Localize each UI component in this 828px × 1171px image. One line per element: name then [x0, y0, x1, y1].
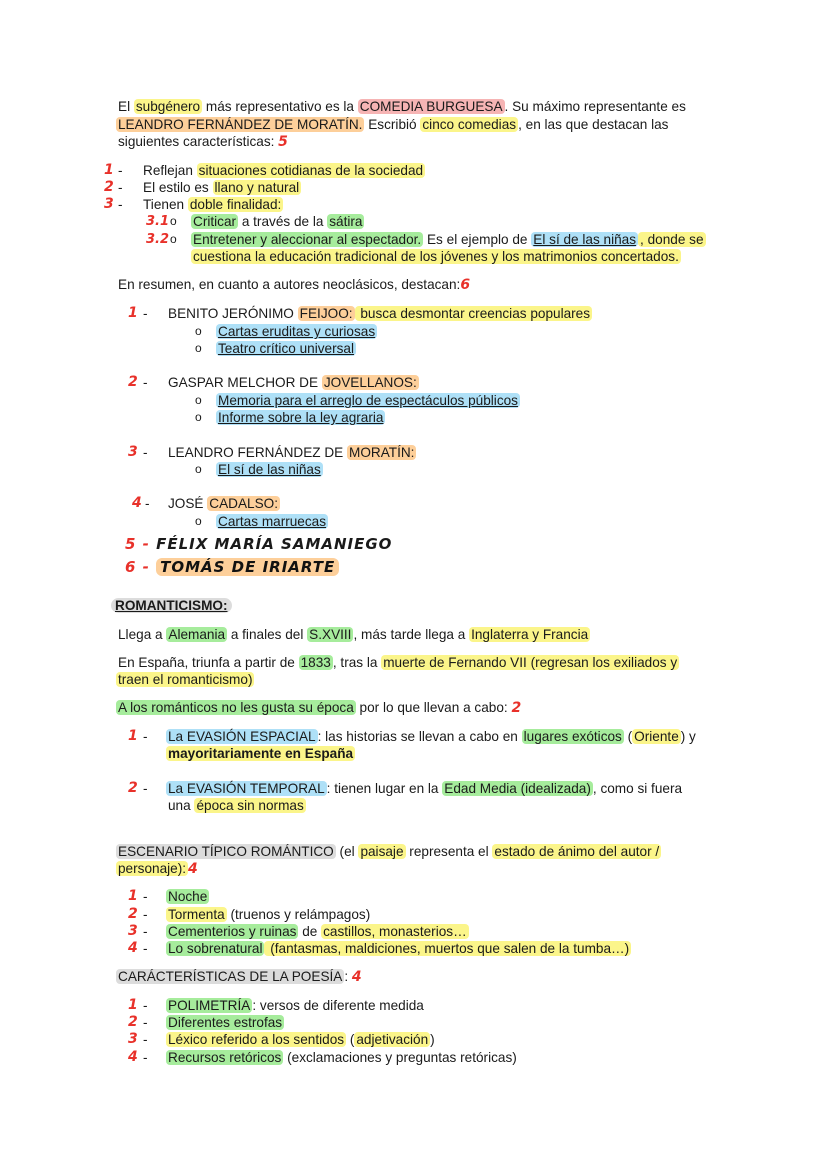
text: )	[430, 1032, 435, 1047]
char-sub-2	[191, 231, 706, 248]
highlight: paisaje	[360, 844, 404, 859]
text: :	[344, 969, 349, 984]
bullet-icon: o	[195, 462, 202, 476]
intro-line-3	[118, 133, 288, 151]
heading: ESCENARIO TÍPICO ROMÁNTICO	[118, 844, 334, 859]
handwritten-number: 1	[128, 305, 138, 321]
section-heading-romanticismo	[111, 597, 232, 614]
highlight: adjetivación	[356, 1032, 429, 1047]
highlight: busca desmontar creencias populares	[356, 306, 591, 321]
list-dash: -	[143, 998, 148, 1013]
list-dash: -	[143, 907, 148, 922]
text: (truenos y relámpagos)	[226, 907, 371, 922]
heading: ROMANTICISMO:	[111, 598, 232, 613]
highlight: CADALSO:	[209, 496, 279, 511]
highlight: Diferentes estrofas	[168, 1015, 283, 1030]
handwritten-author-6	[125, 557, 339, 577]
text: una	[168, 798, 195, 813]
intro-line-2	[116, 116, 668, 133]
char-item-2	[143, 179, 301, 196]
handwritten-number: 3	[128, 923, 138, 939]
text: , en las que destacan las	[518, 117, 669, 132]
text: , más tarde llega a	[353, 627, 470, 642]
highlight: traen el romanticismo)	[118, 672, 253, 687]
highlight: JOVELLANOS:	[323, 375, 417, 390]
highlight: castillos, monasterios…	[323, 924, 467, 939]
highlight: , donde se	[640, 232, 704, 247]
handwritten-count: 6	[460, 277, 471, 293]
roman-line-1	[118, 626, 590, 643]
char-sub-1	[191, 213, 364, 230]
handwritten-count: 5	[278, 134, 288, 150]
highlight: llano y natural	[214, 180, 300, 195]
highlight: Entretener y aleccionar al espectador.	[193, 232, 422, 247]
escenario-item-4	[166, 940, 631, 957]
summary-line	[118, 276, 470, 294]
highlight: (fantasmas, maldiciones, muertos que salen de la tumba…)	[266, 941, 630, 956]
bullet-icon: o	[195, 410, 202, 424]
roman-line-3	[116, 699, 521, 717]
highlight: situaciones cotidianas de la sociedad	[198, 163, 424, 178]
evasion-1	[166, 728, 696, 745]
highlight: muerte de Fernando VII (regresan los exiliados y	[383, 655, 678, 670]
text: a finales del	[227, 627, 308, 642]
handwritten-text: FÉLIX MARÍA SAMANIEGO	[156, 535, 393, 553]
text: BENITO JERÓNIMO	[168, 306, 298, 321]
author-4-work-1	[216, 513, 328, 530]
author-2-work-2	[216, 409, 385, 426]
highlight: subgénero	[135, 99, 201, 114]
text: , tras la	[332, 655, 382, 670]
author-4	[168, 495, 280, 512]
handwritten-number: 3.1	[146, 214, 170, 229]
evasion-2-cont	[168, 797, 306, 814]
poesia-item-2	[166, 1014, 284, 1031]
text: : versos de diferente medida	[252, 998, 424, 1013]
text: siguientes características:	[118, 134, 279, 149]
highlight: personaje):	[118, 861, 187, 876]
handwritten-number: 2	[104, 179, 114, 195]
highlight: lugares exóticos	[523, 729, 622, 744]
author-3-work-1	[216, 461, 323, 478]
text: . Su máximo representante es	[504, 99, 686, 114]
list-dash: -	[143, 941, 148, 956]
handwritten-number: 3	[104, 196, 114, 212]
handwritten-number: 6 -	[125, 558, 150, 576]
handwritten-count: 2	[511, 700, 522, 716]
text: representa el	[405, 844, 493, 859]
text: (	[346, 1032, 355, 1047]
heading: CARÁCTERÍSTICAS DE LA POESÍA	[118, 969, 343, 984]
highlight: LEANDRO FERNÁNDEZ DE MORATÍN.	[118, 117, 363, 132]
handwritten-number: 1	[128, 728, 138, 744]
work-title: El sí de las niñas	[218, 462, 321, 477]
work-title: Teatro crítico universal	[218, 341, 354, 356]
list-dash: -	[145, 496, 150, 511]
text: de	[298, 924, 322, 939]
highlight: Tormenta	[168, 907, 225, 922]
poesia-heading	[116, 968, 362, 986]
handwritten-number: 4	[128, 1049, 138, 1065]
handwritten-number: 3	[128, 444, 138, 460]
handwritten-number: 4	[132, 495, 142, 511]
handwritten-number: 3	[128, 1031, 138, 1047]
text: (	[623, 729, 633, 744]
list-dash: -	[143, 1050, 148, 1065]
text: por lo que llevan a cabo:	[355, 700, 512, 715]
text: Escribió	[364, 117, 421, 132]
roman-line-2-cont	[116, 671, 254, 688]
char-sub-2-cont	[191, 248, 681, 265]
text: Reflejan	[143, 163, 197, 178]
highlight: La EVASIÓN TEMPORAL	[168, 781, 325, 796]
highlight: A los románticos no les gusta su época	[118, 700, 354, 715]
list-dash: -	[143, 781, 148, 796]
text: Llega a	[118, 627, 167, 642]
poesia-item-4	[166, 1049, 517, 1066]
handwritten-count: 4	[351, 969, 362, 985]
text: Es el ejemplo de	[423, 232, 532, 247]
highlight: 1833	[300, 655, 331, 670]
text: a través de la	[238, 214, 328, 229]
handwritten-author-5	[125, 534, 392, 554]
list-dash: -	[143, 889, 148, 904]
text: LEANDRO FERNÁNDEZ DE	[168, 445, 348, 460]
author-2-work-1	[216, 392, 520, 409]
list-dash: -	[143, 445, 148, 460]
handwritten-number: 1	[128, 997, 138, 1013]
list-dash: -	[118, 180, 123, 195]
list-dash: -	[143, 729, 148, 744]
escenario-item-1	[166, 888, 209, 905]
list-dash: -	[143, 1032, 148, 1047]
highlight: Lo sobrenatural	[168, 941, 263, 956]
list-dash: -	[143, 375, 148, 390]
list-dash: -	[118, 163, 123, 178]
bullet-icon: o	[170, 214, 177, 228]
handwritten-number: 3.2	[146, 232, 170, 247]
roman-line-2	[118, 654, 679, 671]
handwritten-count: 4	[188, 861, 198, 877]
text: : tienen lugar en la	[326, 781, 443, 796]
intro-line-1	[118, 98, 686, 115]
highlight: Inglaterra y Francia	[471, 627, 589, 642]
text: (el	[335, 844, 359, 859]
highlight: Criticar	[193, 214, 237, 229]
work-title: Informe sobre la ley agraria	[218, 410, 384, 425]
highlight: época sin normas	[196, 798, 304, 813]
highlight: estado de ánimo del autor /	[494, 844, 660, 859]
work-title: Cartas eruditas y curiosas	[218, 324, 376, 339]
highlight: Alemania	[168, 627, 226, 642]
highlight: Cementerios y ruinas	[168, 924, 297, 939]
highlight: COMEDIA BURGUESA	[359, 99, 503, 114]
text: En España, triunfa a partir de	[118, 655, 299, 670]
author-3	[168, 444, 416, 461]
list-dash: -	[143, 924, 148, 939]
evasion-1-cont	[166, 745, 355, 762]
highlight: FEIJOO:	[299, 306, 353, 321]
text: (exclamaciones y preguntas retóricas)	[283, 1050, 517, 1065]
work-title: El sí de las niñas	[533, 232, 637, 247]
bullet-icon: o	[195, 393, 202, 407]
highlight: sátira	[329, 214, 363, 229]
handwritten-number: 2	[128, 906, 138, 922]
highlight: mayoritariamente en España	[168, 746, 354, 761]
handwritten-number: 1	[128, 888, 138, 904]
handwritten-number: 2	[128, 374, 138, 390]
author-2	[168, 374, 419, 391]
handwritten-number: 5 -	[125, 535, 150, 553]
handwritten-number: 2	[128, 780, 138, 796]
highlight: S.XVIII	[309, 627, 352, 642]
handwritten-number: 2	[128, 1014, 138, 1030]
text: ) y	[680, 729, 696, 744]
escenario-heading-cont	[116, 860, 198, 878]
text: El	[118, 99, 134, 114]
text: más representativo es la	[202, 99, 358, 114]
list-dash: -	[143, 306, 148, 321]
escenario-heading	[116, 843, 661, 860]
handwritten-text: TOMÁS DE IRIARTE	[156, 558, 339, 576]
bullet-icon: o	[195, 324, 202, 338]
list-dash: -	[118, 197, 123, 212]
escenario-item-2	[166, 906, 370, 923]
highlight: MORATÍN:	[349, 445, 415, 460]
poesia-item-3	[166, 1031, 435, 1048]
text: GASPAR MELCHOR DE	[168, 375, 322, 390]
bullet-icon: o	[195, 341, 202, 355]
bullet-icon: o	[170, 232, 177, 246]
escenario-item-3	[166, 923, 469, 940]
text: : las historias se llevan a cabo en	[317, 729, 522, 744]
highlight: Recursos retóricos	[168, 1050, 282, 1065]
highlight: Oriente	[634, 729, 679, 744]
highlight: Léxico referido a los sentidos	[168, 1032, 345, 1047]
highlight: cuestiona la educación tradicional de los jóvenes y los matrimonios concertados.	[193, 249, 679, 264]
evasion-2	[166, 780, 682, 797]
highlight: Edad Media (idealizada)	[444, 781, 591, 796]
highlight: POLIMETRÍA	[168, 998, 251, 1013]
author-1-work-1	[216, 323, 377, 340]
highlight: La EVASIÓN ESPACIAL	[168, 729, 316, 744]
work-title: Cartas marruecas	[218, 514, 327, 529]
author-1	[168, 305, 592, 322]
highlight: cinco comedias	[422, 117, 517, 132]
char-item-1	[143, 162, 425, 179]
handwritten-number: 4	[128, 940, 138, 956]
text: Tienen	[143, 197, 188, 212]
text: En resumen, en cuanto a autores neoclásicos, destacan:	[118, 277, 461, 292]
author-1-work-2	[216, 340, 356, 357]
highlight: Noche	[168, 889, 208, 904]
highlight: doble finalidad:	[189, 197, 282, 212]
handwritten-number: 1	[104, 162, 114, 178]
work-title: Memoria para el arreglo de espectáculos públicos	[218, 393, 518, 408]
bullet-icon: o	[195, 514, 202, 528]
text: El estilo es	[143, 180, 213, 195]
text: , como si fuera	[592, 781, 683, 796]
char-item-3	[143, 196, 283, 213]
list-dash: -	[143, 1015, 148, 1030]
text: JOSÉ	[168, 496, 208, 511]
poesia-item-1	[166, 997, 424, 1014]
